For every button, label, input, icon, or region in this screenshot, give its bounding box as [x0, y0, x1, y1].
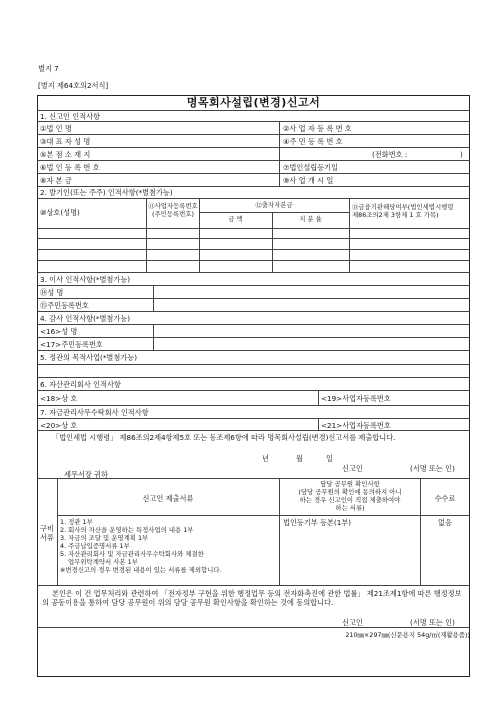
doc-item-1: 1. 정관 1부 [60, 518, 93, 526]
docs-mid-header [280, 480, 420, 512]
rule [37, 364, 470, 365]
section-6-heading: 6. 자산관리회사 인적사항 [40, 380, 121, 389]
recipient: 세무서장 귀하 [64, 470, 108, 479]
phone-close: ) [460, 150, 463, 159]
docs-mid-header-line1: 담당 공무원 확인사항 [320, 480, 380, 488]
section-3-heading: 3. 이사 인적사항(*별첨가능) [40, 275, 131, 284]
declaration-day: 일 [326, 454, 333, 463]
declaration-text: 「법인세법 시행령」 제86조의2제4항제5호 또는 동조제6항에 따라 명목회사설립(변경)신고서를 제출합니다. [52, 433, 396, 442]
business-start-label: ⑨사 업 개 시 일 [283, 176, 334, 185]
doc-item-2: 2. 회사의 자산을 운영하는 특정사업의 내용 1부 [60, 526, 194, 534]
doc-item-3: 3. 자금의 조달 및 운영계획 1부 [60, 534, 149, 542]
head-office-label: ⑤본 점 소 재 지 [40, 150, 91, 159]
page-label: 별지 7 [38, 64, 59, 73]
rule [37, 260, 470, 261]
consent-reporter: 신고인 [342, 618, 363, 627]
rule [37, 298, 470, 299]
rule [37, 285, 470, 286]
rule [279, 121, 280, 186]
rule [37, 390, 470, 391]
rule [153, 324, 154, 350]
section-5-heading: 5. 정관의 목적사업(*별첨가능) [40, 353, 138, 362]
rule [199, 198, 200, 272]
business-reg-label: ②사 업 자 등 록 번 호 [283, 124, 352, 133]
rule [37, 186, 470, 187]
financial-institution-line2: 제86조의2제 3항제 1 호 가목) [352, 211, 439, 219]
corp-name-label: ①법 인 명 [40, 124, 72, 133]
rule [37, 110, 470, 111]
financial-institution-line1: ⑬금융기관해당여부(법인세법시행령 [352, 203, 454, 211]
form-reference: [별지 제64호의2서식] [38, 81, 109, 90]
official-check-item: 법인등기부 등본(1부) [283, 518, 352, 527]
rule [37, 585, 470, 586]
rule [37, 350, 470, 351]
capital-label: ⑧자 본 금 [40, 176, 72, 185]
auditor-name-label: <16>성 명 [40, 327, 78, 336]
doc-item-4: 4. 주금납입증명서류 1부 [60, 542, 130, 550]
promoter-reg-line1: ⑪사업자등록번호 [148, 202, 198, 210]
docs-list [60, 518, 222, 574]
promoter-name-header: ⑩상호(성명) [40, 208, 80, 217]
asset-manager-name-label: <18>상 호 [40, 394, 78, 403]
rule [37, 160, 470, 161]
resident-reg-label: ④주 민 등 록 번 호 [283, 137, 343, 146]
fee-value: 없음 [438, 518, 452, 527]
paper-spec: 210㎜×297㎜(신문용지 54g/㎡(재활용품)) [345, 631, 470, 639]
consent-sign: (서명 또는 인) [410, 618, 455, 627]
declaration-sign: (서명 또는 인) [410, 464, 455, 473]
rule [37, 430, 470, 431]
section-2-heading: 2. 발기인(또는 주주) 인적사항(*별첨가능) [40, 188, 173, 197]
rule [37, 121, 470, 122]
custodian-reg-label: <21>사업자등록번호 [321, 421, 391, 430]
custodian-name-label: <20>상 호 [40, 421, 78, 430]
rule [37, 228, 470, 229]
rule [37, 238, 470, 239]
required-docs-label-line1: 구비 [40, 524, 54, 533]
rule [37, 134, 470, 135]
rule [57, 515, 470, 516]
financial-institution-header [352, 203, 453, 219]
docs-mid-header-line4: 하는 서류) [335, 504, 365, 512]
director-resident-label: ⑮주민등록번호 [40, 301, 89, 310]
declaration-reporter: 신고인 [342, 464, 363, 473]
doc-note: ※변경신고의 경우 변경된 내용이 있는 서류를 제외합니다. [60, 566, 222, 574]
rule [37, 311, 470, 312]
auditor-resident-label: <17>주민등록번호 [40, 340, 103, 349]
rule [37, 405, 470, 406]
asset-manager-reg-label: <19>사업자등록번호 [321, 394, 391, 403]
rule [37, 173, 470, 174]
fee-header: 수수료 [434, 494, 456, 503]
rule [199, 212, 349, 213]
section-1-heading: 1. 신고인 인적사항 [40, 112, 101, 121]
docs-mid-header-line3: 하는 경우 신고인이 직접 제출하여야 [299, 496, 401, 504]
rule [37, 198, 470, 199]
contribution-header: ⑫출자자본금 [255, 201, 293, 209]
required-docs-label [37, 524, 57, 542]
rule [37, 249, 470, 250]
declaration-year: 년 [262, 454, 269, 463]
rule [153, 285, 154, 311]
rule [37, 324, 470, 325]
director-name-label: ⑭성 명 [40, 288, 64, 297]
doc-item-5a: 5. 자산관리회사 및 자금관리사무수탁회사와 체결한 [60, 550, 204, 558]
rule [37, 627, 470, 628]
rule [349, 198, 350, 272]
corp-reg-label: ⑥법 인 등 록 번 호 [40, 163, 100, 172]
phone-label: (전화번호 : [372, 150, 408, 159]
amount-header: 금 액 [228, 215, 243, 223]
promoter-reg-line2: (주민등록번호) [151, 210, 195, 218]
rule [37, 147, 470, 148]
rule [37, 377, 470, 378]
rule [318, 390, 319, 405]
consent-text: 본인은 이 건 업무처리와 관련하여 「전자정부 구현을 위한 행정업무 등의 전자화촉진에 관한 법률」 제21조제1항에 따른 행정정보의 공동이용을 통하여 담당 공무원이 위의 담당 공무원 확인사항을 확인하는 것에 동의합니다. [42, 589, 462, 607]
rule [318, 418, 319, 430]
rule [37, 418, 470, 419]
docs-left-header: 신고인 제출서류 [142, 494, 194, 503]
representative-name-label: ③대 표 자 성 명 [40, 137, 91, 146]
section-4-heading: 4. 감사 인적사항(*별첨가능) [40, 314, 131, 323]
required-docs-label-line2: 서류 [40, 533, 54, 542]
rule [37, 337, 470, 338]
promoter-reg-header [147, 202, 199, 218]
form-title: 명목회사설립(변경)신고서 [186, 96, 321, 109]
incorporation-date-label: ⑦법인설립등기일 [283, 163, 339, 172]
rule [37, 272, 470, 273]
ratio-header: 지 분 율 [299, 215, 322, 223]
doc-item-5b: 업무위탁계약서 사본 1부 [68, 558, 138, 566]
docs-mid-header-line2: (담당 공무원의 확인에 동의하지 아니 [298, 488, 402, 496]
declaration-month: 월 [296, 454, 303, 463]
section-7-heading: 7. 자금관리사무수탁회사 인적사항 [40, 408, 149, 417]
